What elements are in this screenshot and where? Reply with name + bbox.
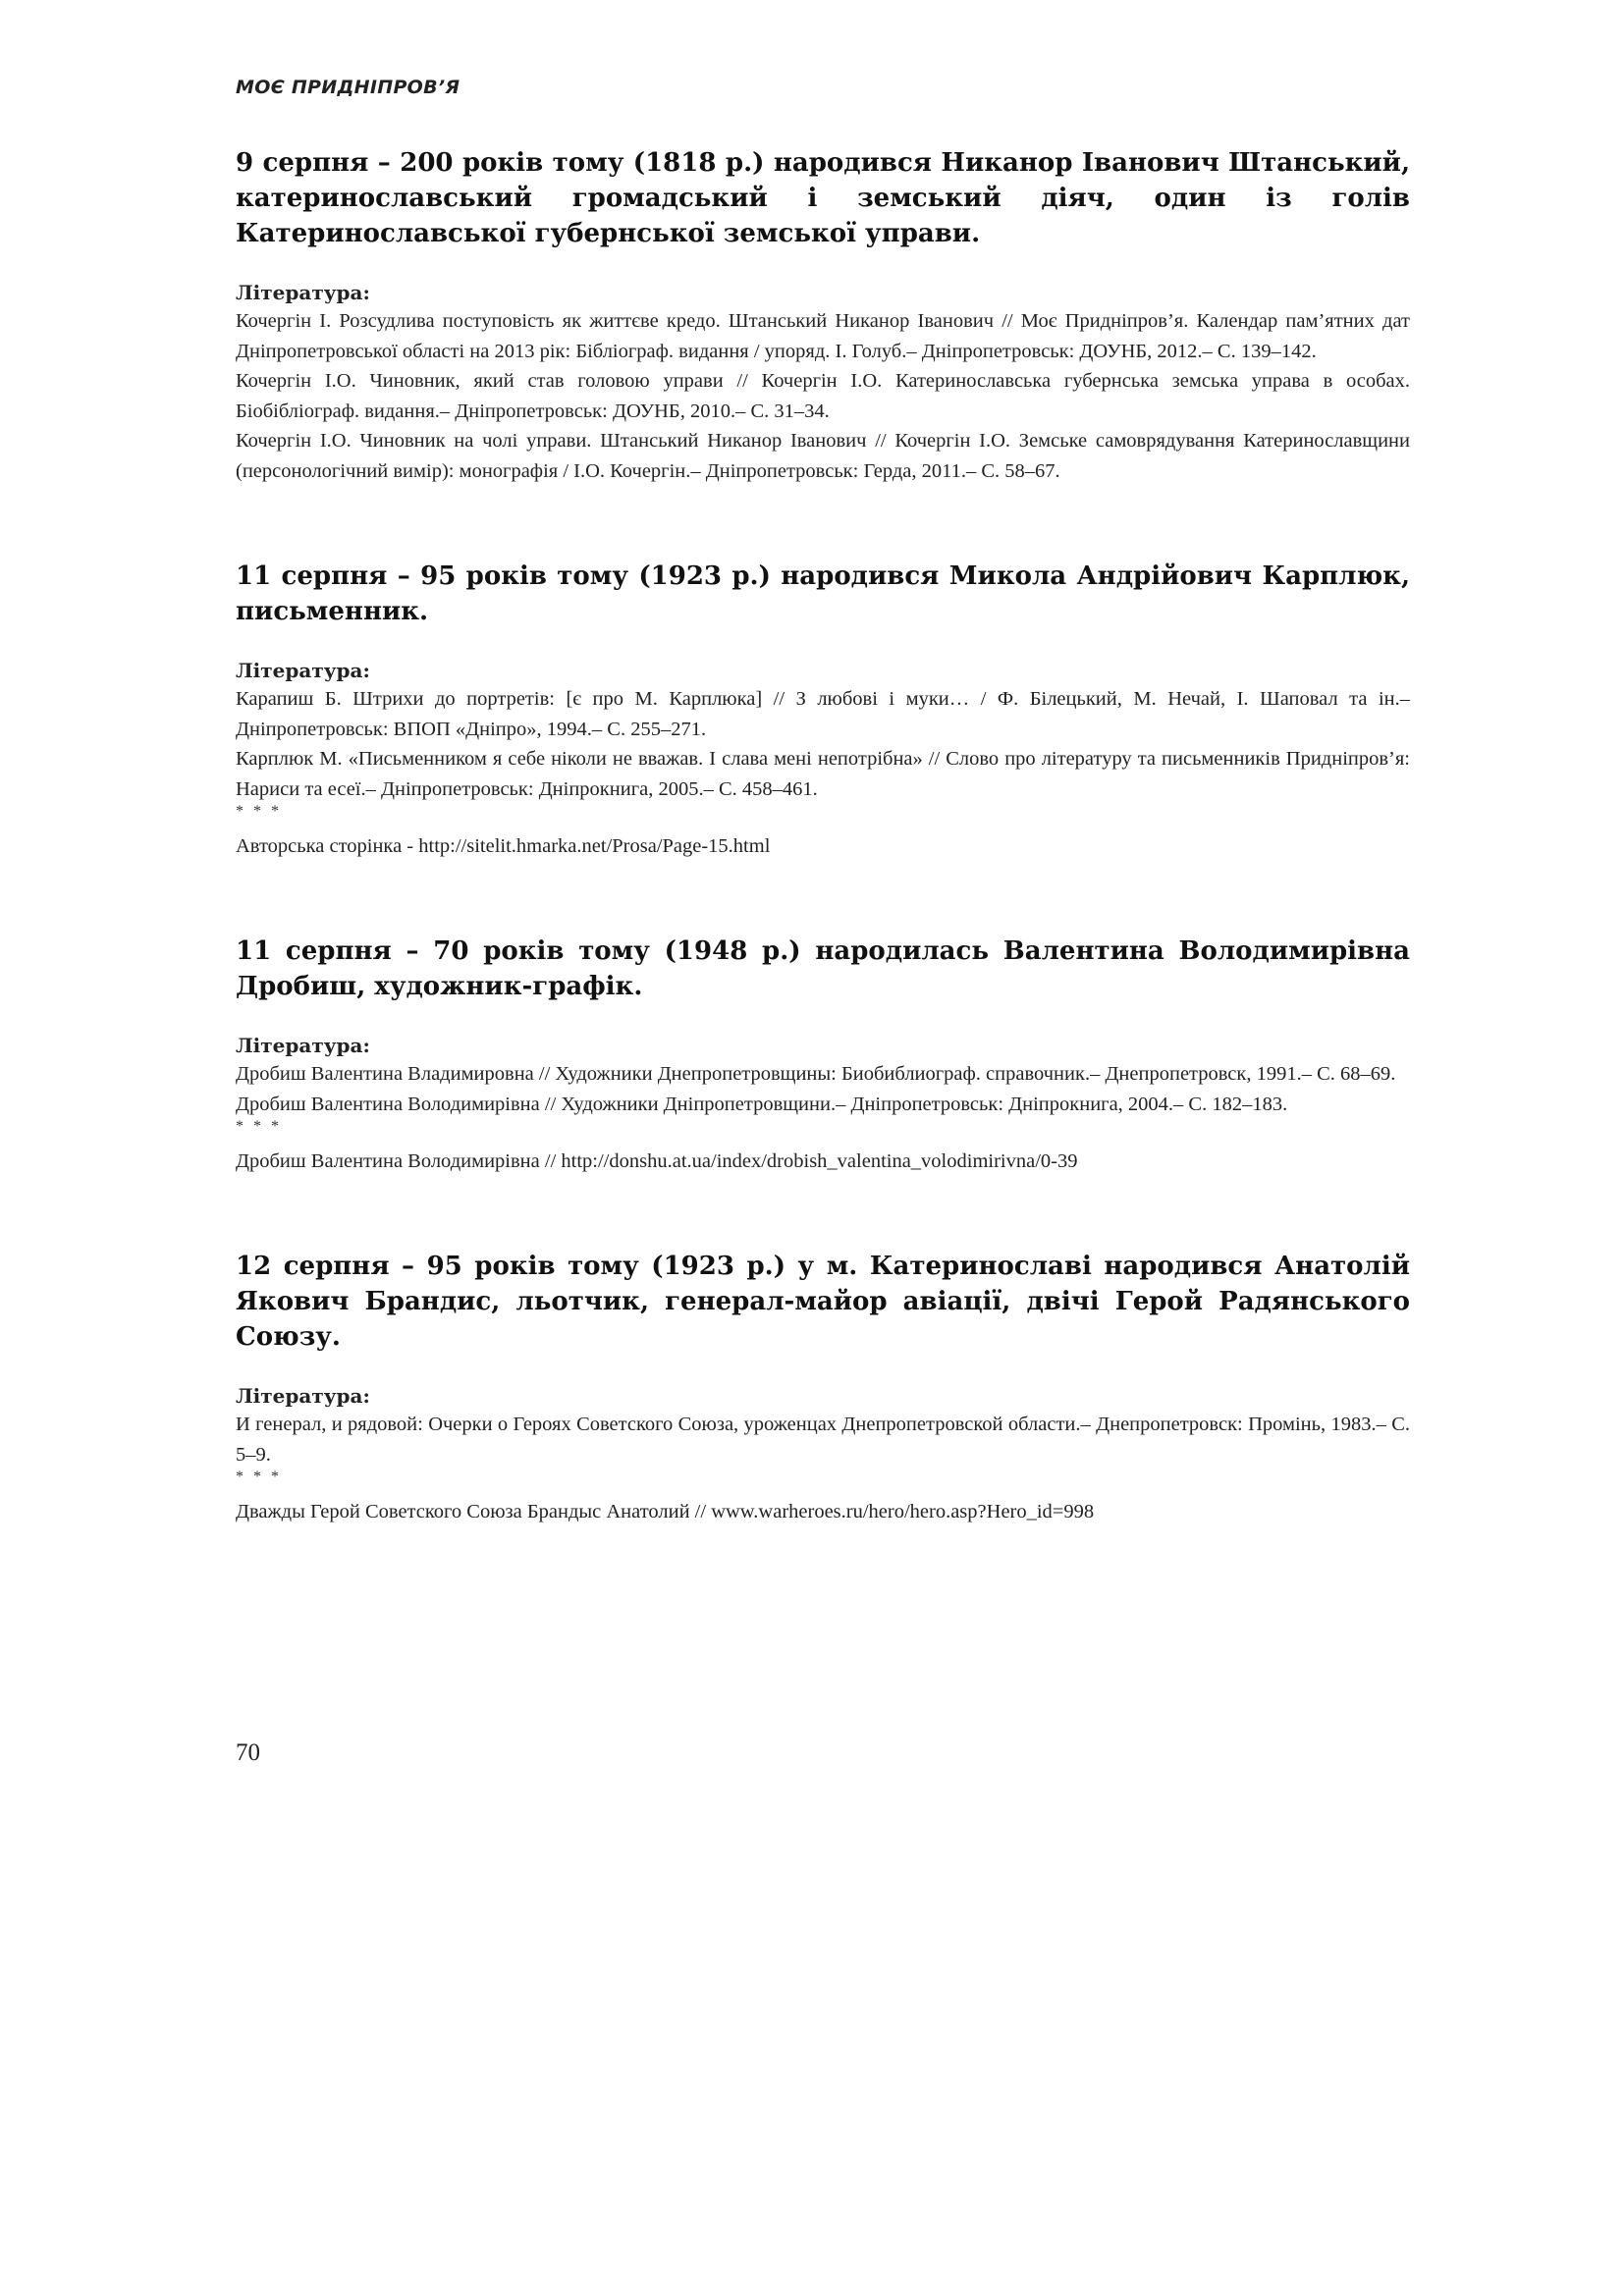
section-separator: * * * — [236, 803, 282, 820]
literature-reference: Карплюк М. «Письменником я себе ніколи не вважав. І слава мені непотрібна» // Слово про літературу та письменників Придніпров’я: Нариси та есеї.– Дніпропетровськ: Дніпрокнига, 2005.– С. 458–461. — [236, 748, 1410, 800]
page-content — [236, 145, 1410, 1599]
running-header: МОЄ ПРИДНІПРОВ’Я — [236, 77, 460, 98]
page-number: 70 — [236, 1739, 260, 1766]
literature-reference: Кочергін І.О. Чиновник, який став головою управи // Кочергін І.О. Катеринославська губернська земська управа в особах. Біобібліограф. видання.– Дніпропетровськ: ДОУНБ, 2010.– С. 31–34. — [236, 370, 1410, 422]
section-separator: * * * — [236, 1118, 282, 1135]
web-resource[interactable]: Авторська сторінка - http://sitelit.hmarka.net/Prosa/Page-15.html — [236, 835, 771, 857]
calendar-entry — [236, 1249, 1410, 1526]
literature-reference: И генерал, и рядовой: Очерки о Героях Советского Союза, уроженцах Днепропетровской области.– Днепропетровск: Промінь, 1983.– С. 5–9. — [236, 1414, 1410, 1466]
literature-reference: Дробиш Валентина Владимировна // Художники Днепропетровщины: Биобиблиограф. справочник.– Днепропетровск, 1991.– С. 68–69. — [236, 1063, 1396, 1085]
entry-title: 12 серпня – 95 років тому (1923 р.) у м. Катеринославі народився Анатолій Якович Брандис, льотчик, генерал-майор авіації, двічі Герой Радянського Союзу. — [236, 1252, 1410, 1352]
web-resource[interactable]: Дважды Герой Советского Союза Брандыс Анатолий // www.warheroes.ru/hero/hero.asp?Hero_id=998 — [236, 1501, 1095, 1522]
calendar-entry — [236, 559, 1410, 861]
entry-title: 9 серпня – 200 років тому (1818 р.) народився Никанор Іванович Штанський, катеринославський громадський і земський діяч, один із голів Катеринославської губернської земської управи. — [236, 148, 1410, 248]
calendar-entry — [236, 934, 1410, 1176]
literature-label: Література: — [236, 281, 370, 304]
literature-reference: Кочергін І. Розсудлива поступовість як життєве кредо. Штанський Никанор Іванович // Моє Придніпров’я. Календар пам’ятних дат Дніпропетровської області на 2013 рік: Бібліограф. видання / упоряд. І. Голуб.– Дніпропетровськ: ДОУНБ, 2012.– С. 139–142. — [236, 310, 1410, 362]
section-separator: * * * — [236, 1468, 282, 1485]
entry-title: 11 серпня – 70 років тому (1948 р.) народилась Валентина Володимирівна Дробиш, художник-графік. — [236, 936, 1410, 1001]
literature-reference: Дробиш Валентина Володимирівна // Художники Дніпропетровщини.– Дніпропетровськ: Дніпрокнига, 2004.– С. 182–183. — [236, 1093, 1288, 1115]
literature-label: Література: — [236, 1034, 370, 1057]
web-resource[interactable]: Дробиш Валентина Володимирівна // http://donshu.at.ua/index/drobish_valentina_volodimirivna/0-39 — [236, 1150, 1078, 1172]
literature-label: Література: — [236, 1384, 370, 1408]
literature-reference: Карапиш Б. Штрихи до портретів: [є про М. Карплюка] // З любові і муки… / Ф. Білецький, М. Нечай, І. Шаповал та ін.– Дніпропетровськ: ВПОП «Дніпро», 1994.– С. 255–271. — [236, 688, 1410, 740]
calendar-entry — [236, 145, 1410, 486]
entry-title: 11 серпня – 95 років тому (1923 р.) народився Микола Андрійович Карплюк, письменник. — [236, 561, 1410, 626]
literature-label: Література: — [236, 659, 370, 682]
literature-reference: Кочергін І.О. Чиновник на чолі управи. Штанський Никанор Іванович // Кочергін І.О. Земське самоврядування Катеринославщини (персонологічний вимір): монографія / І.О. Кочергін.– Дніпропетровськ: Герда, 2011.– С. 58–67. — [236, 430, 1410, 482]
